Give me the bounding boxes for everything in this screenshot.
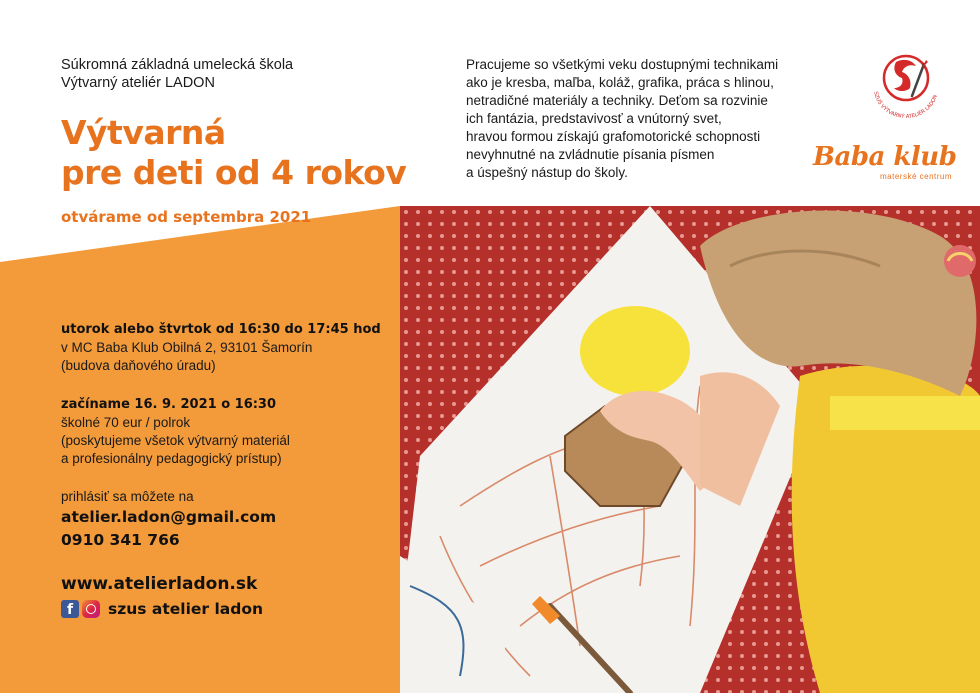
- schedule-place: v MC Baba Klub Obilná 2, 93101 Šamorín: [61, 340, 313, 355]
- ladon-ring-text: SZUŠ VÝTVARNÝ ATELIÉR LADON: [872, 91, 939, 118]
- website-link[interactable]: www.atelierladon.sk: [61, 574, 258, 594]
- description-line: a úspešný nástup do školy.: [466, 165, 628, 180]
- school-name: [61, 56, 293, 92]
- school-line-2: Výtvarný ateliér LADON: [61, 75, 215, 91]
- description-line: ako je kresba, maľba, koláž, grafika, práca s hlinou,: [466, 75, 774, 90]
- start-note-1: (poskytujeme všetok výtvarný materiál: [61, 433, 290, 448]
- ladon-logo: [866, 46, 946, 118]
- social-handle[interactable]: szus atelier ladon: [108, 600, 264, 618]
- apron-strap: [830, 396, 980, 430]
- start-block: [61, 395, 290, 468]
- email-link[interactable]: atelier.ladon@gmail.com: [61, 508, 277, 526]
- facebook-icon[interactable]: f: [61, 600, 79, 618]
- description-line: hravou formou získajú grafomotorické schopnosti: [466, 129, 761, 144]
- description-line: netradičné materiály a techniky. Deťom sa rozvinie: [466, 93, 768, 108]
- instagram-icon[interactable]: [82, 600, 100, 618]
- baba-klub-subtitle: materské centrum: [880, 172, 953, 181]
- start-date: začíname 16. 9. 2021 o 16:30: [61, 397, 277, 412]
- social-row: [61, 600, 263, 618]
- description: [466, 56, 826, 182]
- child-drawing-photo: [400, 206, 980, 693]
- page-title: [61, 113, 406, 193]
- svg-text:SZUŠ VÝTVARNÝ ATELIÉR LADON: [872, 91, 939, 118]
- title-line-1: Výtvarná: [61, 113, 226, 152]
- photo-illustration: [400, 206, 980, 693]
- phone-number[interactable]: 0910 341 766: [61, 531, 180, 549]
- description-line: Pracujeme so všetkými veku dostupnými technikami: [466, 57, 779, 72]
- school-line-1: Súkromná základná umelecká škola: [61, 57, 294, 73]
- yellow-print: [580, 306, 690, 396]
- description-line: ich fantázia, predstavivosť a vnútorný svet,: [466, 111, 722, 126]
- schedule-block: [61, 320, 381, 375]
- start-note-2: a profesionálny pedagogický prístup): [61, 451, 282, 466]
- page-subtitle: otvárame od septembra 2021: [61, 208, 312, 226]
- baba-klub-logo: Baba klub: [813, 142, 957, 172]
- contact-block: [61, 488, 276, 552]
- signup-text: prihlásiť sa môžete na: [61, 489, 194, 504]
- schedule-place-note: (budova daňového úradu): [61, 358, 216, 373]
- description-line: nevyhnutné na zvládnutie písania písmen: [466, 147, 715, 162]
- title-line-2: pre deti od 4 rokov: [61, 153, 407, 192]
- schedule-time: utorok alebo štvrtok od 16:30 do 17:45 hod: [61, 322, 381, 337]
- start-fee: školné 70 eur / polrok: [61, 415, 191, 430]
